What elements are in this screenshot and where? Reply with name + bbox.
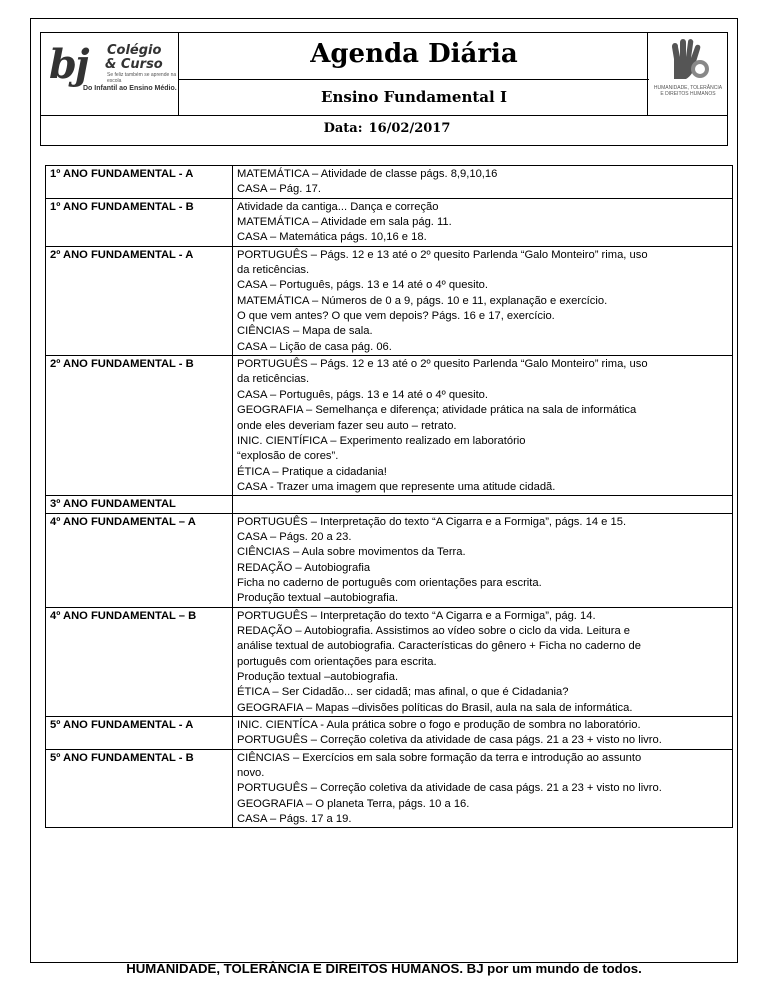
- class-name-cell: 1º ANO FUNDAMENTAL - B: [46, 198, 233, 246]
- title-area: [179, 33, 649, 115]
- table-row: [46, 607, 733, 716]
- activity-line: PORTUGUÊS – Correção coletiva da atividade de casa págs. 21 a 23 + visto no livro.: [237, 782, 662, 795]
- table-row: [46, 356, 733, 496]
- activity-line: PORTUGUÊS – Interpretação do texto “A Cigarra e a Formiga”, pág. 14.: [237, 609, 596, 622]
- activities-cell: [233, 496, 733, 513]
- activity-line: INIC. CIENTÍFICA – Experimento realizado em laboratório: [237, 434, 526, 447]
- title-divider: [179, 79, 649, 80]
- activity-line: GEOGRAFIA – Semelhança e diferença; atividade prática na sala de informática: [237, 404, 637, 417]
- date-label: Data:: [323, 121, 363, 136]
- logo-tagline: Se feliz também se aprende na escola: [107, 72, 177, 84]
- footer-motto: HUMANIDADE, TOLERÂNCIA E DIREITOS HUMANOS. BJ por um mundo de todos.: [126, 961, 642, 976]
- school-logo: [41, 33, 179, 115]
- activity-line: CIÊNCIAS – Aula sobre movimentos da Terra.: [237, 546, 466, 559]
- activity-line: MATEMÁTICA – Números de 0 a 9, págs. 10 e 11, explanação e exercício.: [237, 294, 608, 307]
- agenda-table-body: [46, 166, 733, 828]
- page-title: Agenda Diária: [310, 39, 518, 69]
- activities-cell: [233, 607, 733, 716]
- table-row: [46, 749, 733, 828]
- logo-name-line2: & Curso: [105, 57, 163, 72]
- header-divider: [41, 115, 727, 116]
- activity-line: CASA - Trazer uma imagem que represente uma atitude cidadã.: [237, 480, 556, 493]
- activities-cell: [233, 198, 733, 246]
- activity-line: onde eles deveriam fazer seu auto – retrato.: [237, 419, 457, 432]
- activity-line: Atividade da cantiga... Dança e correção: [237, 200, 439, 213]
- activities-cell: [233, 717, 733, 750]
- activity-line: CASA – Lição de casa pág. 06.: [237, 340, 392, 353]
- class-name-cell: 5º ANO FUNDAMENTAL - A: [46, 717, 233, 750]
- activity-line: GEOGRAFIA – Mapas –divisões políticas do Brasil, aula na sala de informática.: [237, 701, 633, 714]
- table-row: [46, 198, 733, 246]
- activity-line: CASA – Págs. 17 a 19.: [237, 813, 352, 826]
- seal-caption: [652, 85, 724, 97]
- seal-logo: [647, 33, 727, 115]
- table-row: [46, 166, 733, 199]
- activity-line: [237, 497, 728, 512]
- class-name-cell: 4º ANO FUNDAMENTAL – B: [46, 607, 233, 716]
- class-name-cell: 2º ANO FUNDAMENTAL - A: [46, 246, 233, 355]
- activities-cell: [233, 246, 733, 355]
- logo-subtitle: Do Infantil ao Ensino Médio.: [83, 85, 177, 92]
- page-subtitle: Ensino Fundamental I: [321, 88, 507, 106]
- logo-name-line1: Colégio: [107, 43, 162, 58]
- agenda-table: [45, 165, 733, 828]
- activity-line: análise textual de autobiografia. Características do gênero + Ficha no caderno de: [237, 640, 641, 653]
- activity-line: CASA – Pág. 17.: [237, 183, 321, 196]
- activity-line: MATEMÁTICA – Atividade de classe págs. 8,9,10,16: [237, 168, 498, 180]
- activity-line: Ficha no caderno de português com orientações para escrita.: [237, 576, 542, 589]
- activity-line: ÉTICA – Pratique a cidadania!: [237, 465, 387, 478]
- class-name-cell: 4º ANO FUNDAMENTAL – A: [46, 513, 233, 607]
- activity-line: REDAÇÃO – Autobiografia. Assistimos ao vídeo sobre o ciclo da vida. Leitura e: [237, 624, 631, 637]
- activity-line: GEOGRAFIA – O planeta Terra, págs. 10 a 16.: [237, 797, 470, 810]
- activities-cell: [233, 166, 733, 199]
- activity-line: CASA – Português, págs. 13 e 14 até o 4º quesito.: [237, 388, 489, 401]
- activity-line: O que vem antes? O que vem depois? Págs. 16 e 17, exercício.: [237, 310, 555, 323]
- date-row: [41, 121, 727, 136]
- date-value: 16/02/2017: [368, 121, 451, 136]
- activity-line: CASA – Págs. 20 a 23.: [237, 530, 352, 543]
- activity-line: da reticências.: [237, 264, 310, 277]
- activity-line: CASA – Matemática págs. 10,16 e 18.: [237, 231, 427, 244]
- activities-cell: [233, 513, 733, 607]
- activity-line: português com orientações para escrita.: [237, 655, 437, 668]
- logo-mark: bj: [49, 41, 88, 88]
- activity-line: PORTUGUÊS – Correção coletiva da atividade de casa págs. 21 a 23 + visto no livro.: [237, 734, 662, 747]
- activity-line: PORTUGUÊS – Interpretação do texto “A Cigarra e a Formiga”, págs. 14 e 15.: [237, 515, 627, 528]
- activity-line: Produção textual –autobiografia.: [237, 671, 399, 683]
- activity-line: da reticências.: [237, 373, 310, 386]
- activity-line: PORTUGUÊS – Págs. 12 e 13 até o 2º quesito Parlenda “Galo Monteiro” rima, uso: [237, 248, 648, 261]
- document-header: [40, 32, 728, 146]
- table-row: [46, 496, 733, 513]
- activities-cell: [233, 356, 733, 496]
- class-name-cell: 3º ANO FUNDAMENTAL: [46, 496, 233, 513]
- activity-line: CIÊNCIAS – Exercícios em sala sobre formação da terra e introdução ao assunto: [237, 751, 642, 764]
- activity-line: novo.: [237, 767, 265, 780]
- class-name-cell: 2º ANO FUNDAMENTAL - B: [46, 356, 233, 496]
- activity-line: REDAÇÃO – Autobiografia: [237, 561, 371, 574]
- seal-caption-line1: HUMANIDADE, TOLERÂNCIA: [653, 85, 723, 91]
- activity-line: ÉTICA – Ser Cidadão... ser cidadã; mas afinal, o que é Cidadania?: [237, 686, 569, 699]
- raised-hand-icon: [664, 39, 710, 83]
- activity-line: PORTUGUÊS – Págs. 12 e 13 até o 2º quesito Parlenda “Galo Monteiro” rima, uso: [237, 358, 648, 371]
- activity-line: Produção textual –autobiografia.: [237, 592, 399, 605]
- activity-line: CASA – Português, págs. 13 e 14 até o 4º quesito.: [237, 279, 489, 292]
- activity-line: CIÊNCIAS – Mapa de sala.: [237, 325, 373, 338]
- activity-line: “explosão de cores”.: [237, 450, 339, 463]
- class-name-cell: 5º ANO FUNDAMENTAL - B: [46, 749, 233, 828]
- activity-line: INIC. CIENTÍCA - Aula prática sobre o fogo e produção de sombra no laboratório.: [237, 719, 641, 732]
- activities-cell: [233, 749, 733, 828]
- table-row: [46, 717, 733, 750]
- seal-caption-line2: E DIREITOS HUMANOS: [660, 91, 716, 97]
- table-row: [46, 513, 733, 607]
- class-name-cell: 1º ANO FUNDAMENTAL - A: [46, 166, 233, 199]
- activity-line: MATEMÁTICA – Atividade em sala pág. 11.: [237, 216, 452, 229]
- table-row: [46, 246, 733, 355]
